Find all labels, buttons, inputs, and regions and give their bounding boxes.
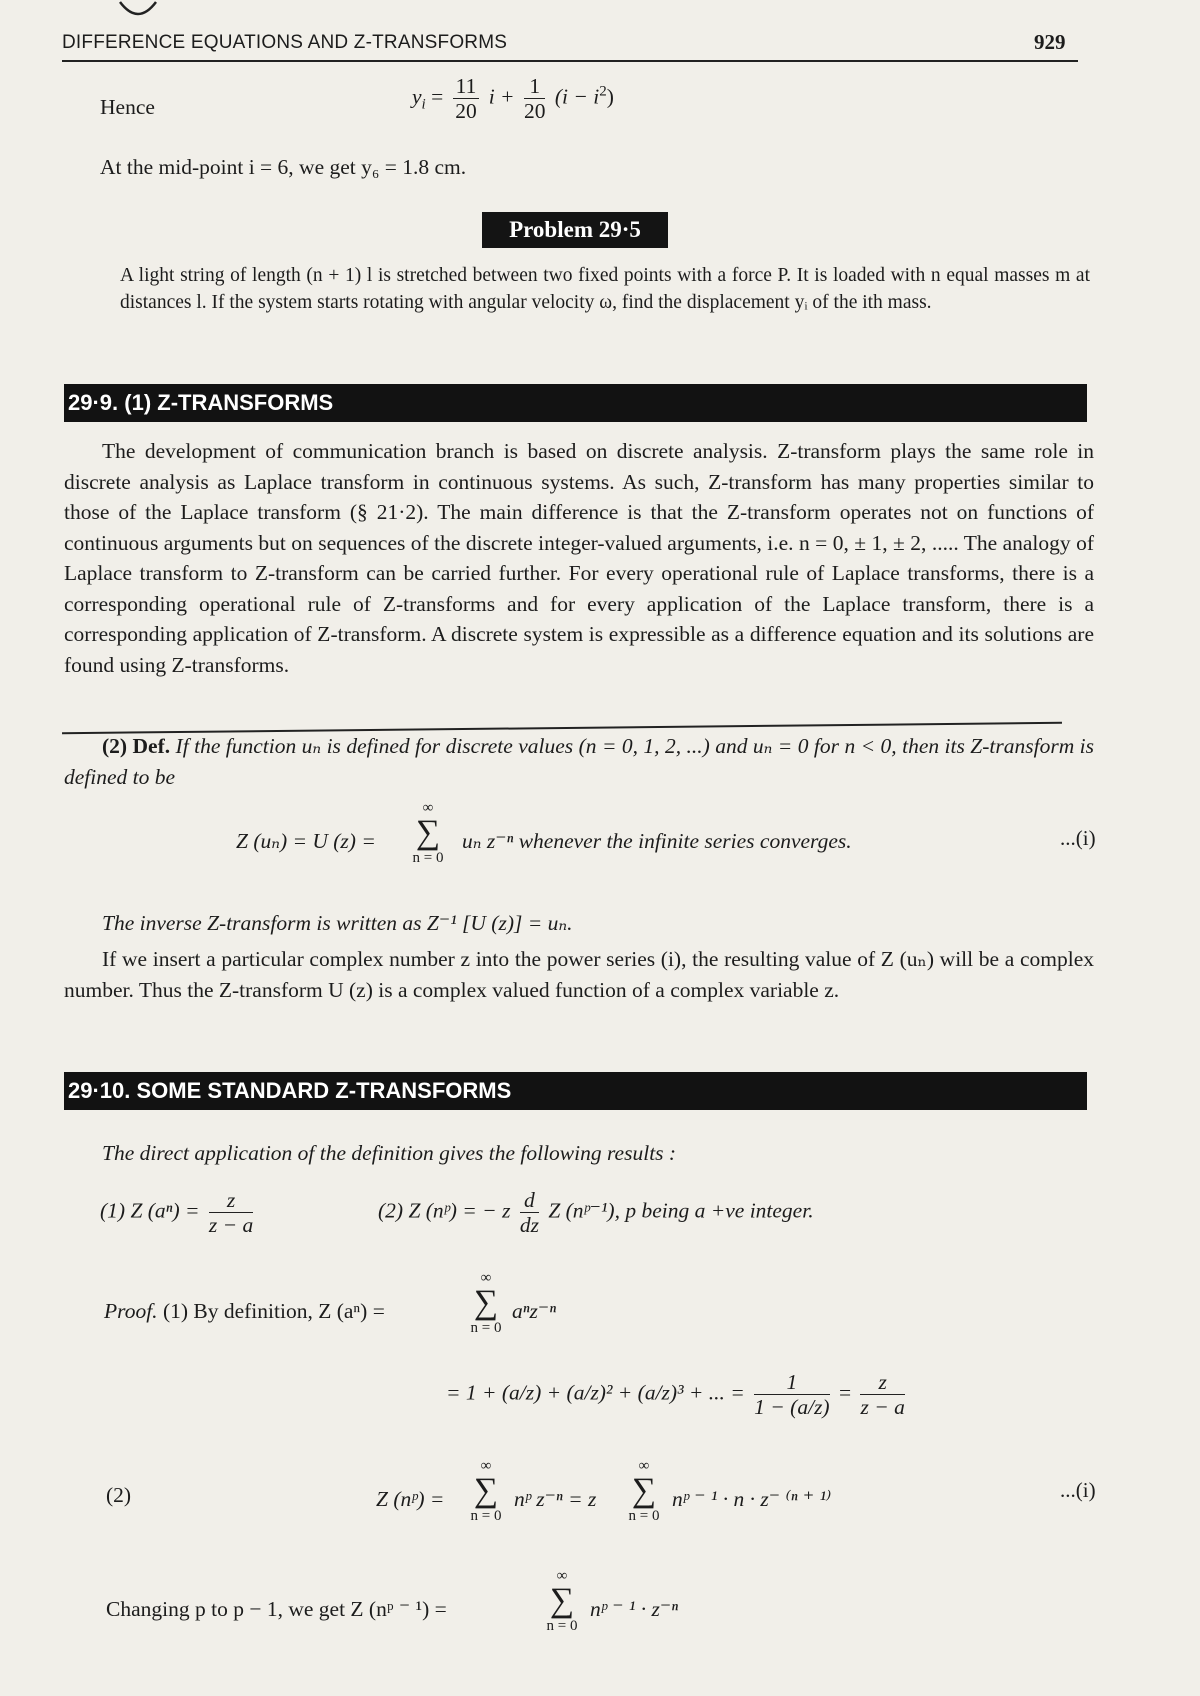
proof-line — [104, 1296, 385, 1327]
definition-eq-rhs: uₙ z⁻ⁿ whenever the infinite series converges. — [462, 829, 852, 853]
section-heading-z-transforms: 29·9. (1) Z-TRANSFORMS — [64, 384, 1087, 422]
series-fraction-1 — [754, 1370, 829, 1419]
section2-intro: The direct application of the definition gives the following results : — [102, 1141, 677, 1165]
series-f1-den: 1 − (a/z) — [754, 1395, 830, 1419]
result-1-label: (1) Z (aⁿ) = — [100, 1198, 205, 1223]
proof-2-label: (2) — [106, 1483, 132, 1507]
series-f1-num: 1 — [754, 1370, 829, 1395]
series-eq: = — [833, 1380, 857, 1405]
hence-label: Hence — [100, 95, 155, 119]
proof-summation — [456, 1270, 516, 1336]
hence-term2-end: ) — [606, 84, 614, 109]
definition-summation — [398, 800, 458, 866]
hence-term2-sup: 2 — [599, 83, 607, 100]
hence-fraction-1 — [453, 74, 480, 123]
definition-eq-tag: ...(i) — [1060, 826, 1096, 850]
proof-2-sum1-top: ∞ — [480, 1458, 492, 1474]
hence-f1-num: 11 — [453, 74, 480, 99]
proof-2-mid: nᵖ z⁻ⁿ = z — [514, 1487, 597, 1511]
change-body: nᵖ ⁻ ¹ · z⁻ⁿ — [590, 1597, 678, 1621]
proof-sum-body: aⁿz⁻ⁿ — [512, 1299, 557, 1323]
definition-paragraph — [64, 731, 1094, 792]
proof-label: Proof. — [104, 1299, 158, 1323]
hence-f2-den: 20 — [523, 99, 546, 123]
section-heading-standard-z-transforms: 29·10. SOME STANDARD Z-TRANSFORMS — [64, 1072, 1087, 1110]
change-sum-bottom: n = 0 — [546, 1618, 578, 1634]
series-f2-num: z — [860, 1370, 904, 1395]
result-1 — [100, 1188, 257, 1237]
change-summation — [532, 1568, 592, 1634]
problem-title: Problem 29·5 — [482, 212, 668, 248]
definition-sum-top: ∞ — [422, 800, 434, 816]
definition-eq-lhs: Z (uₙ) = U (z) = — [236, 829, 376, 853]
proof-2-lhs: Z (nᵖ) = — [376, 1487, 445, 1511]
inverse-transform-line: The inverse Z-transform is written as Z⁻¹ [U (z)] = uₙ. — [102, 911, 573, 935]
definition-text: If the function uₙ is defined for discrete values (n = 0, 1, 2, ...) and uₙ = 0 for n < 0, then its Z-transform is defined to be — [64, 734, 1094, 789]
result-1-num: z — [209, 1188, 253, 1213]
proof-2-summation-2 — [614, 1458, 674, 1524]
series-fraction-2 — [860, 1370, 904, 1419]
hence-eq: = — [425, 84, 449, 109]
result-2-den: dz — [519, 1213, 539, 1237]
proof-2-tag: ...(i) — [1060, 1478, 1096, 1502]
result-1-den: z − a — [208, 1213, 254, 1237]
series-f2-den: z − a — [860, 1395, 905, 1419]
running-head: DIFFERENCE EQUATIONS AND Z-TRANSFORMS — [62, 32, 508, 53]
hence-fraction-2 — [524, 74, 546, 123]
page-number: 929 — [1034, 30, 1066, 54]
proof-2-summation-1 — [456, 1458, 516, 1524]
change-line: Changing p to p − 1, we get Z (nᵖ ⁻ ¹) = — [106, 1597, 447, 1621]
hence-f2-num: 1 — [524, 74, 546, 99]
section1-paragraph-1: The development of communication branch is based on discrete analysis. Z-transform plays the same role in discrete analysis as Laplace transform in continuous systems. As such, Z-transform has many properties similar to those of the Laplace transform (§ 21·2). The main difference is that the Z-transform operates not on functions of continuous arguments but on sequences of the discrete integer-valued arguments, i.e. n = 0, ± 1, ± 2, ..... The analogy of Laplace transform to Z-transform can be carried further. For every operational rule of Laplace transforms, there is a corresponding operational rule of Z-transforms and for every application of the Laplace transform, there is a corresponding application of Z-transform. A discrete system is expressible as a difference equation and its solutions are found using Z-transforms. — [64, 439, 1094, 677]
problem-text: A light string of length (n + 1) l is stretched between two fixed points with a force P. It is loaded with n equal masses m at distances l. If the system starts rotating with angular velocity ω, find the displacement yᵢ of the ith mass. — [120, 265, 1090, 313]
proof-2-sum2-bottom: n = 0 — [628, 1508, 660, 1524]
change-sum-sign: ∑ — [549, 1582, 575, 1619]
hence-f1-den: 20 — [455, 99, 477, 123]
series-expansion: = 1 + (a/z) + (a/z)² + (a/z)³ + ... = — [446, 1380, 751, 1405]
page-top-mark — [118, 0, 158, 22]
hence-term2: (i − i — [549, 84, 600, 109]
hence-term1: i + — [483, 84, 520, 109]
proof-2-sum1-sign: ∑ — [473, 1472, 499, 1509]
series-line — [446, 1370, 909, 1419]
header-rule — [62, 60, 1078, 62]
change-sum-top: ∞ — [556, 1568, 568, 1584]
result-1-fraction — [209, 1188, 253, 1237]
proof-2-end: nᵖ ⁻ ¹ · n · z⁻ ⁽ⁿ ⁺ ¹⁾ — [672, 1487, 832, 1511]
result-2-rest: Z (nᵖ⁻¹), p being a +ve integer. — [542, 1198, 814, 1223]
result-2-label: (2) Z (nᵖ) = − z — [378, 1198, 516, 1223]
definition-sum-bottom: n = 0 — [412, 850, 444, 866]
proof-sum-top: ∞ — [480, 1270, 492, 1286]
result-2 — [378, 1188, 814, 1237]
section1-paragraph-2: If we insert a particular complex number z into the power series (i), the resulting value of Z (uₙ) will be a complex number. Thus the Z-transform U (z) is a complex valued function of a complex variable z. — [64, 947, 1094, 1002]
proof-2-sum1-bottom: n = 0 — [470, 1508, 502, 1524]
midpoint-line: At the mid-point i = 6, we get y₆ = 1.8 cm. — [100, 155, 467, 179]
definition-sum-sign: ∑ — [415, 814, 441, 851]
hence-lhs-sub: i — [421, 96, 426, 113]
hence-equation — [412, 74, 614, 123]
proof-text: (1) By definition, Z (aⁿ) = — [157, 1299, 385, 1323]
proof-2-sum2-sign: ∑ — [631, 1472, 657, 1509]
proof-sum-sign: ∑ — [473, 1284, 499, 1321]
definition-label: (2) Def. — [102, 734, 171, 758]
result-2-num: d — [520, 1188, 539, 1213]
proof-2-sum2-top: ∞ — [638, 1458, 650, 1474]
hence-lhs: y — [412, 84, 422, 109]
result-2-fraction — [520, 1188, 539, 1237]
proof-sum-bottom: n = 0 — [470, 1320, 502, 1336]
